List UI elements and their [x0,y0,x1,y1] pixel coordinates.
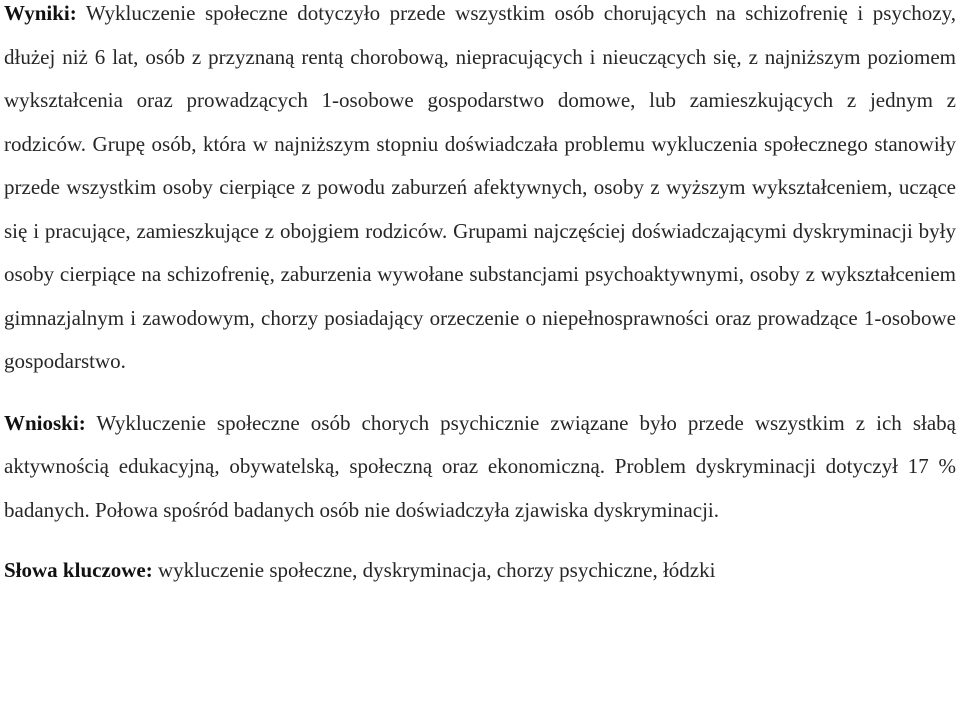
results-text: Wykluczenie społeczne dotyczyło przede wszystkim osób chorujących na schizofrenię i psychozy, dłużej niż 6 lat, osób z przyznaną rentą chorobową, niepracujących i nieuczących się, z najniższym poziomem wykształcenia oraz prowadzących 1-osobowe gospodarstwo domowe, lub zamieszkujących z jednym z rodziców. Grupę osób, która w najniższym stopniu doświadczała problemu wykluczenia społecznego stanowiły przede wszystkim osoby cierpiące z powodu zaburzeń afektywnych, osoby z wyższym wykształceniem, uczące się i pracujące, zamieszkujące z obojgiem rodziców. Grupami najczęściej doświadczającymi dyskryminacji były osoby cierpiące na schizofrenię, zaburzenia wywołane substancjami psychoaktywnymi, osoby z wykształceniem gimnazjalnym i zawodowym, chorzy posiadający orzeczenie o niepełnosprawności oraz prowadzące 1-osobowe gospodarstwo. [4,1,956,373]
results-label: Wyniki: [4,1,77,25]
document-page [4,0,956,593]
keywords-text: wykluczenie społeczne, dyskryminacja, chorzy psychiczne, łódzki [158,558,716,582]
conclusions-label: Wnioski: [4,410,86,435]
results-paragraph [4,0,956,384]
conclusions-paragraph [4,402,956,533]
keywords-paragraph [4,549,956,593]
keywords-label: Słowa kluczowe: [4,558,153,582]
conclusions-text: Wykluczenie społeczne osób chorych psychicznie związane było przede wszystkim z ich słabą aktywnością edukacyjną, obywatelską, społeczną oraz ekonomiczną. Problem dyskryminacji dotyczył 17 % badanych. Połowa spośród badanych osób nie doświadczyła zjawiska dyskryminacji. [4,410,956,522]
